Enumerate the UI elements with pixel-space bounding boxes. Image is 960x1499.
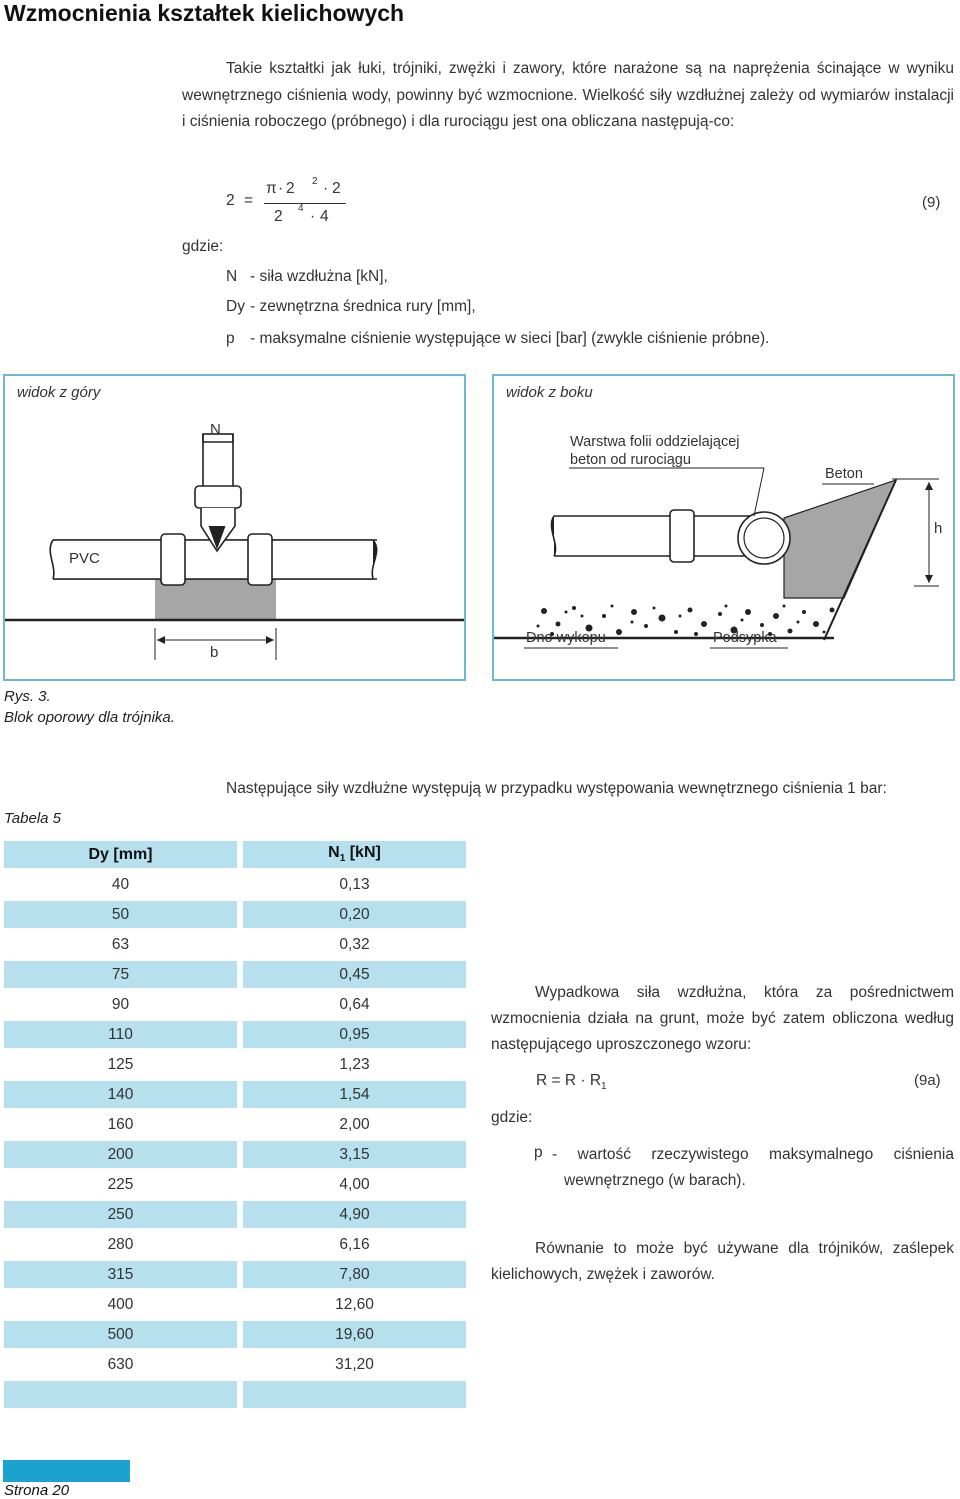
right-paragraph-1: Wypadkowa siła wzdłużna, która za pośrednictwem wzmocnienia działa na grunt, może być zatem obliczona według następującego uproszczonego wzoru: (491, 984, 954, 1053)
cell-n1: 0,32 (339, 935, 370, 953)
cell-dy: 160 (107, 1115, 134, 1133)
table-row (4, 931, 466, 958)
where-text-p: - maksymalne ciśnienie występujące w sieci [bar] (zwykle ciśnienie próbne). (250, 330, 770, 347)
formula-lhs: 2 (226, 192, 235, 209)
cell-n1: 0,45 (243, 961, 466, 988)
formula-9-number: (9) (922, 194, 941, 211)
podsypka-label: Podsypka (713, 630, 777, 646)
intro-text: Takie kształtki jak łuki, trójniki, zwężki i zawory, które narażone są na naprężenia ścinające w wyniku wewnętrznego ciśnienia wody, powinny być wzmocnione. Wielkość siły wzdłużnej zależy od wymiarów instalacji i ciśnienia roboczego (próbnego) i dla rurociągu jest ona obliczana następują-co: (182, 60, 954, 130)
table-row (4, 1171, 466, 1198)
page-title: Wzmocnienia kształtek kielichowych (4, 0, 405, 26)
table-lead: Następujące siły wzdłużne występują w przypadku występowania wewnętrznego ciśnienia 1 bar: (226, 780, 887, 797)
cell-n1: 19,60 (243, 1321, 466, 1348)
cell-dy: 500 (4, 1321, 237, 1348)
where-sym-dy: Dy (226, 298, 245, 315)
panel-side-title: widok z boku (506, 384, 593, 401)
right-p-sym: p (534, 1144, 543, 1161)
tee-top-drawing (5, 376, 464, 679)
table-row (4, 991, 466, 1018)
table-row (4, 1201, 466, 1228)
cell-dy: 630 (107, 1355, 134, 1373)
right-paragraph-2: Równanie to może być używane dla trójników, zaślepek kielichowych, zwężek i zaworów. (491, 1240, 954, 1283)
cell-n1: 12,60 (335, 1295, 374, 1313)
where-sym-p: p (226, 330, 235, 347)
formula-den-b: 4 (320, 208, 329, 225)
figure-caption (4, 686, 175, 728)
header-n: $N_1$ [kN] (243, 841, 466, 868)
formula-dot-2: · (323, 180, 329, 197)
cell-dy: 90 (111, 995, 130, 1013)
dno-wykopu-label: Dno wykopu (526, 630, 606, 646)
cell-n1: 4,90 (243, 1201, 466, 1228)
panel-side-view (492, 374, 955, 681)
table-row (4, 1141, 466, 1168)
force-table (4, 838, 466, 1411)
formula-num-b: 2 (332, 180, 341, 197)
table-row (4, 1261, 466, 1288)
cell-n1: 31,20 (335, 1355, 374, 1373)
force-n-label: N (210, 421, 221, 438)
table-header-row (4, 841, 466, 868)
intro-paragraph (182, 56, 954, 136)
cell-dy: 110 (4, 1021, 237, 1048)
table-row (4, 901, 466, 928)
table-body (4, 871, 466, 1408)
formula-9a-text: R = R · R (536, 1072, 602, 1089)
formula-dot-3: · (310, 208, 316, 225)
table-row (4, 1111, 466, 1138)
table-row (4, 1231, 466, 1258)
table-row (4, 1291, 466, 1318)
cell-n1: 0,64 (339, 995, 370, 1013)
pvc-label: PVC (69, 550, 100, 567)
table-row (4, 1351, 466, 1378)
cell-dy: 75 (4, 961, 237, 988)
right-where-label: gdzie: (491, 1109, 533, 1126)
cell-dy: 50 (4, 901, 237, 928)
cell-dy: 125 (107, 1055, 134, 1073)
panel-top-view (3, 374, 466, 681)
cell-dy: 400 (107, 1295, 134, 1313)
formula-exp-b: 4 (298, 203, 304, 214)
right-p-text: - wartość rzeczywistego maksymalnego ciśnienia wewnętrznego (w barach). (552, 1146, 954, 1189)
cell-dy (4, 1381, 237, 1408)
table-row (4, 1381, 466, 1408)
figure-caption-text: Blok oporowy dla trójnika. (4, 709, 175, 726)
foil-label-2: beton od rurociągu (570, 452, 691, 468)
formula-9a-sub: 1 (601, 1081, 607, 1093)
formula-eq: = (244, 192, 254, 209)
panel-top-title: widok z góry (17, 384, 101, 401)
cell-dy: 315 (4, 1261, 237, 1288)
foil-label: Warstwa folii oddzielającej (570, 434, 740, 450)
where-text-dy: - zewnętrzna średnica rury [mm], (250, 298, 476, 315)
h-label: h (934, 520, 943, 537)
cell-dy: 200 (4, 1141, 237, 1168)
table-row (4, 1081, 466, 1108)
formula-9a-number: (9a) (914, 1072, 941, 1089)
fraction-bar (264, 203, 346, 204)
cell-n1 (243, 1381, 466, 1408)
cell-n1: 0,13 (339, 875, 370, 893)
table-row (4, 1051, 466, 1078)
cell-dy: 140 (4, 1081, 237, 1108)
table-row (4, 961, 466, 988)
cell-n1: 1,23 (339, 1055, 370, 1073)
dimension-b-label: b (210, 644, 219, 661)
header-dy: Dy [mm] (4, 841, 237, 868)
cell-n1: 3,15 (243, 1141, 466, 1168)
where-text-n: - siła wzdłużna [kN], (250, 268, 388, 285)
cell-n1: 1,54 (243, 1081, 466, 1108)
cell-n1: 2,00 (339, 1115, 370, 1133)
cell-n1: 0,95 (243, 1021, 466, 1048)
page-number: Strona 20 (4, 1482, 70, 1499)
figure-caption-number: Rys. 3. (4, 688, 51, 705)
table-row (4, 1321, 466, 1348)
table-caption: Tabela 5 (4, 810, 61, 827)
footer-accent-bar (3, 1460, 130, 1482)
cell-dy: 280 (107, 1235, 134, 1253)
where-sym-n: N (226, 268, 238, 285)
cell-dy: 40 (111, 875, 130, 893)
cell-dy: 250 (4, 1201, 237, 1228)
cell-n1: 6,16 (339, 1235, 370, 1253)
formula-num-a: 2 (286, 180, 295, 197)
formula-pi: π (266, 180, 277, 197)
formula-exp-a: 2 (312, 176, 318, 187)
table-row (4, 1021, 466, 1048)
formula-dot-1: · (278, 180, 284, 197)
cell-n1: 0,20 (243, 901, 466, 928)
cell-n1: 4,00 (339, 1175, 370, 1193)
beton-label: Beton (825, 466, 863, 482)
cell-n1: 7,80 (243, 1261, 466, 1288)
cell-dy: 225 (107, 1175, 134, 1193)
formula-9a (536, 1072, 607, 1092)
cell-dy: 63 (111, 935, 130, 953)
where-label: gdzie: (182, 238, 224, 255)
formula-den-a: 2 (274, 208, 283, 225)
formula-9 (226, 176, 356, 232)
table-row (4, 871, 466, 898)
